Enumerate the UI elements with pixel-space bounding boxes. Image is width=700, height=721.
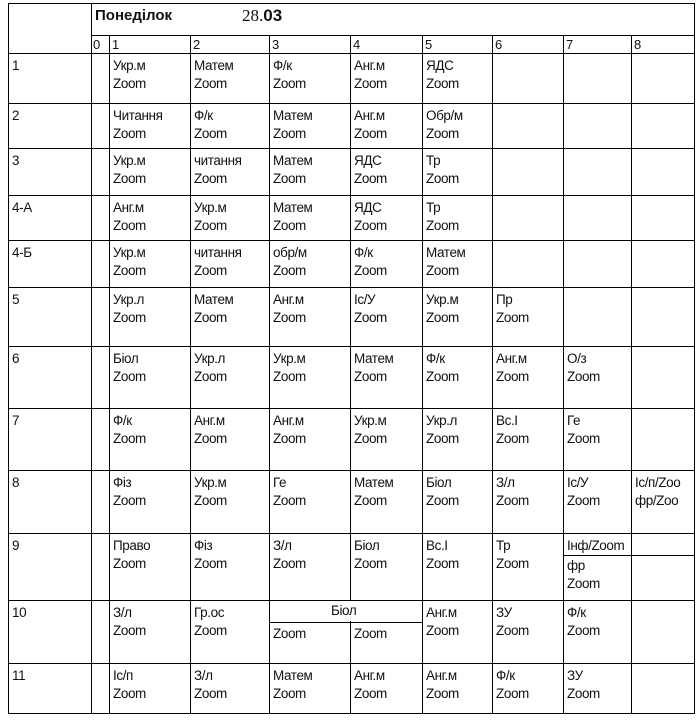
lesson-line: Матем (354, 475, 394, 490)
period-number: 4 (353, 37, 361, 52)
lesson-line: Zoom (426, 623, 459, 638)
class-label: 8 (12, 475, 20, 490)
lesson-line: Обр/м (426, 108, 463, 123)
lesson-line: Інф/Zoom (567, 538, 625, 553)
lesson-line: Укр.м (426, 292, 459, 307)
lesson-line: Матем (354, 351, 394, 366)
row-line (8, 533, 695, 534)
lesson-line: Zoom (426, 556, 459, 571)
lesson-line: Zoom (273, 218, 306, 233)
column-line (269, 35, 270, 713)
lesson-line: ЯДС (426, 58, 454, 73)
class-label: 11 (12, 668, 26, 683)
period-number: 7 (566, 37, 574, 52)
lesson-line: Zoom (113, 126, 146, 141)
lesson-line: обр/м (273, 245, 307, 260)
lesson-line: Анг.м (354, 58, 385, 73)
lesson-line: читання (194, 245, 242, 260)
lesson-line: Ф/к (426, 351, 445, 366)
lesson-line: Zoom (426, 431, 459, 446)
lesson-line: Анг.м (273, 292, 304, 307)
lesson-line: Zoom (354, 686, 387, 701)
lesson-line: Zoom (354, 369, 387, 384)
lesson-line: Zoom (354, 556, 387, 571)
lesson-line: Ф/к (113, 413, 132, 428)
lesson-line: Zoom (273, 171, 306, 186)
row-line (8, 240, 695, 241)
lesson-line: Анг.м (426, 668, 457, 683)
cell-split-line (563, 555, 694, 556)
lesson-line: З/л (496, 475, 515, 490)
lesson-line: Анг.м (496, 351, 527, 366)
lesson-line: Zoom (113, 686, 146, 701)
lesson-line: Zoom (273, 369, 306, 384)
lesson-line: Zoom (426, 76, 459, 91)
lesson-line: Анг.м (194, 413, 225, 428)
lesson-line: Zoom (273, 263, 306, 278)
header-index-top (91, 35, 694, 36)
table-border-right (694, 3, 695, 714)
lesson-line: Zoom (113, 493, 146, 508)
lesson-line: Матем (426, 245, 466, 260)
lesson-line: Zoom (496, 431, 529, 446)
column-line (563, 35, 564, 713)
table-border-top (8, 3, 695, 4)
header-bottom (8, 53, 695, 54)
row-line (8, 470, 695, 471)
class-label: 6 (12, 351, 20, 366)
lesson-line: Zoom (567, 576, 600, 591)
class-label: 4-Б (12, 245, 32, 260)
lesson-line: Ф/к (354, 245, 373, 260)
lesson-line: Укр.л (194, 351, 226, 366)
lesson-line: О/з (567, 351, 587, 366)
lesson-line: З/л (194, 668, 213, 683)
row-line (8, 103, 695, 104)
lesson-line: Zoom (426, 369, 459, 384)
lesson-line: Zoom (426, 126, 459, 141)
class-label: 2 (12, 108, 20, 123)
lesson-line: Zoom (273, 556, 306, 571)
period-number: 8 (634, 37, 642, 52)
lesson-line: Zoom (194, 310, 227, 325)
period-number: 5 (425, 37, 433, 52)
lesson-line: Zoom (273, 126, 306, 141)
lesson-line: Тр (426, 153, 441, 168)
lesson-line: Zoom (426, 493, 459, 508)
lesson-line: Zoom (354, 218, 387, 233)
lesson-line: Zoom (194, 623, 227, 638)
lesson-line: Zoom (194, 76, 227, 91)
lesson-line: Zoom (273, 493, 306, 508)
class-label: 3 (12, 153, 20, 168)
lesson-line: Zoom (567, 431, 600, 446)
lesson-line: Zoom (354, 263, 387, 278)
lesson-line: Zoom (273, 431, 306, 446)
lesson-line: Ф/к (273, 58, 292, 73)
lesson-line: Zoom (354, 493, 387, 508)
lesson-line: Ф/к (194, 108, 213, 123)
lesson-line: ЯДС (354, 153, 382, 168)
lesson-line: Zoom (354, 76, 387, 91)
lesson-line: Zoom (496, 623, 529, 638)
lesson-line: фр/Zoo (635, 493, 679, 508)
lesson-line: Вс.І (496, 413, 518, 428)
lesson-line: Zoom (354, 431, 387, 446)
lesson-line: Zoom (194, 126, 227, 141)
lesson-line: Zoom (194, 369, 227, 384)
day-title: Понеділок (95, 7, 173, 24)
lesson-line: Zoom (273, 76, 306, 91)
period-number: 1 (112, 37, 120, 52)
lesson-line: Zoom (113, 310, 146, 325)
lesson-line: Zoom (567, 623, 600, 638)
lesson-line: Читання (113, 108, 163, 123)
lesson-line: Матем (194, 58, 234, 73)
lesson-line: Zoom (496, 310, 529, 325)
lesson-line: Іс/У (567, 475, 589, 490)
class-label: 9 (12, 538, 20, 553)
lesson-line: Матем (194, 292, 234, 307)
lesson-line: Укр.м (113, 58, 146, 73)
lesson-line: Zoom (567, 686, 600, 701)
lesson-line: Біол (426, 475, 452, 490)
lesson-line: Zoom (194, 556, 227, 571)
row-line (8, 663, 695, 664)
row-line (8, 346, 695, 347)
lesson-line: Zoom (273, 310, 306, 325)
lesson-line: Ге (567, 413, 581, 428)
row-line (8, 287, 695, 288)
column-line (190, 35, 191, 713)
lesson-line: Zoom (194, 263, 227, 278)
class-label: 4-А (12, 200, 32, 215)
lesson-line: Іс/п/Zoo (635, 475, 681, 490)
lesson-line: Укр.м (273, 351, 306, 366)
lesson-line: Zoom (354, 171, 387, 186)
lesson-line: Анг.м (426, 605, 457, 620)
lesson-line: Укр.м (194, 200, 227, 215)
lesson-line: Zoom (354, 626, 387, 641)
lesson-line: Zoom (113, 218, 146, 233)
lesson-line: Zoom (113, 556, 146, 571)
cell-split-line (269, 622, 422, 623)
lesson-line: ЗУ (496, 605, 512, 620)
lesson-line: Іс/У (354, 292, 376, 307)
column-line (109, 35, 110, 713)
row-line (8, 148, 695, 149)
date-label: 28.03 (242, 6, 283, 25)
lesson-line: Zoom (567, 493, 600, 508)
period-number: 6 (495, 37, 503, 52)
lesson-line: Zoom (426, 686, 459, 701)
lesson-line: Zoom (113, 263, 146, 278)
class-label: 1 (12, 58, 20, 73)
lesson-line: Zoom (426, 171, 459, 186)
period-number: 3 (272, 37, 280, 52)
lesson-line: Анг.м (273, 413, 304, 428)
lesson-line: Укр.м (113, 153, 146, 168)
lesson-line: Zoom (113, 171, 146, 186)
lesson-line: Zoom (496, 369, 529, 384)
lesson-line: Укр.л (113, 292, 145, 307)
lesson-line: Zoom (113, 76, 146, 91)
lesson-line: Zoom (496, 556, 529, 571)
lesson-line: Анг.м (354, 668, 385, 683)
lesson-line: Біол (113, 351, 139, 366)
lesson-line: Вс.І (426, 538, 448, 553)
lesson-line: Тр (496, 538, 511, 553)
class-label: 10 (12, 605, 27, 620)
lesson-line: Zoom (354, 310, 387, 325)
lesson-line: Пр (496, 292, 513, 307)
lesson-line: Укр.м (354, 413, 387, 428)
lesson-line: Zoom (273, 626, 306, 641)
lesson-line: ЗУ (567, 668, 583, 683)
row-line (8, 408, 695, 409)
lesson-line: Zoom (426, 310, 459, 325)
lesson-line: Zoom (426, 263, 459, 278)
column-line (492, 35, 493, 713)
lesson-line: ЯДС (354, 200, 382, 215)
table-border-left (8, 3, 9, 714)
table-border-bottom (8, 713, 695, 714)
lesson-line: Матем (273, 200, 313, 215)
column-line (631, 35, 632, 713)
lesson-line: Укр.л (426, 413, 458, 428)
lesson-line: Анг.м (354, 108, 385, 123)
lesson-line: читання (194, 153, 242, 168)
lesson-line: Ф/к (496, 668, 515, 683)
lesson-line: Zoom (194, 218, 227, 233)
lesson-line: Zoom (113, 431, 146, 446)
lesson-line: Zoom (496, 686, 529, 701)
lesson-line: Фіз (194, 538, 213, 553)
lesson-line: Zoom (496, 493, 529, 508)
lesson-line: Zoom (194, 431, 227, 446)
lesson-line: фр (567, 558, 585, 573)
lesson-line: Укр.м (113, 245, 146, 260)
class-label: 7 (12, 413, 20, 428)
lesson-line: З/л (113, 605, 132, 620)
lesson-line: Право (113, 538, 151, 553)
lesson-line: Zoom (273, 686, 306, 701)
lesson-line: Біол (331, 603, 357, 618)
lesson-line: Матем (273, 668, 313, 683)
lesson-line: Анг.м (113, 200, 144, 215)
lesson-line: Ф/к (567, 605, 586, 620)
lesson-line: Zoom (194, 493, 227, 508)
lesson-line: Zoom (354, 126, 387, 141)
header-divider (91, 3, 92, 713)
lesson-line: Zoom (426, 218, 459, 233)
lesson-line: Zoom (194, 171, 227, 186)
period-number: 0 (93, 37, 101, 52)
lesson-line: Тр (426, 200, 441, 215)
lesson-line: Іс/п (113, 668, 133, 683)
row-line (8, 195, 695, 196)
lesson-line: Zoom (113, 623, 146, 638)
lesson-line: Фіз (113, 475, 132, 490)
class-label: 5 (12, 292, 20, 307)
lesson-line: Матем (273, 108, 313, 123)
lesson-line: Zoom (194, 686, 227, 701)
lesson-line: Ге (273, 475, 287, 490)
lesson-line: Zoom (113, 369, 146, 384)
lesson-line: Матем (273, 153, 313, 168)
column-line (422, 35, 423, 713)
lesson-line: З/л (273, 538, 292, 553)
lesson-line: Біол (354, 538, 380, 553)
period-number: 2 (193, 37, 201, 52)
lesson-line: Укр.м (194, 475, 227, 490)
lesson-line: Zoom (567, 369, 600, 384)
lesson-line: Гр.ос (194, 605, 225, 620)
